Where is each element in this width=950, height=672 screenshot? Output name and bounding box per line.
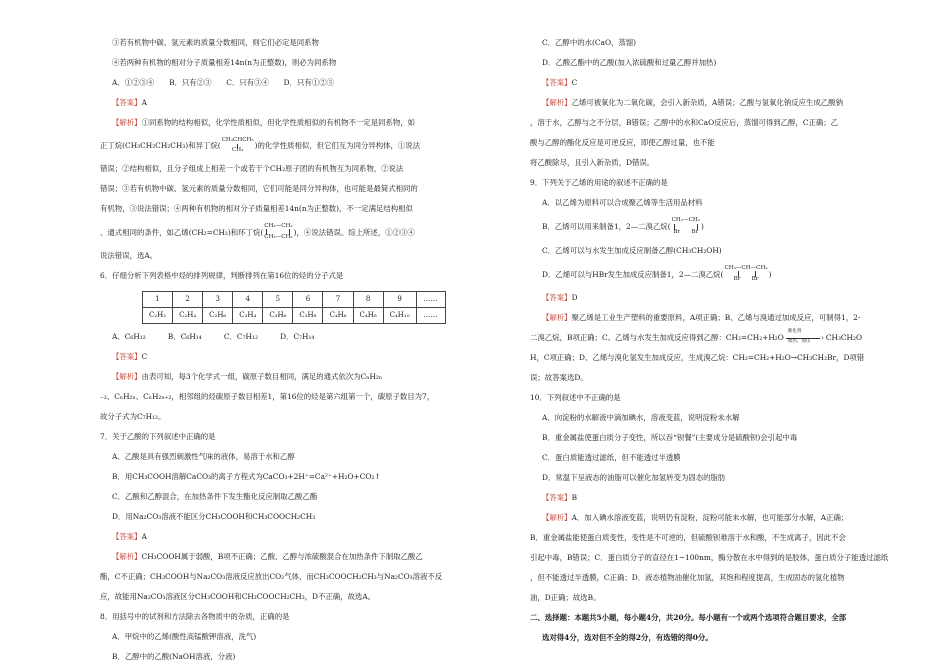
left-column <box>100 38 495 672</box>
answer-tag: 【答案】 <box>542 77 572 87</box>
q7-stem: 7．关于乙酸的下列叙述中正确的是 <box>100 432 216 442</box>
q7-analysis-line-3: 应，故能用Na₂CO₃溶液区分CH₃COOH和CH₃COOCH₂CH₃，D不正确，故选A。 <box>100 592 376 602</box>
q6-analysis-line-2: ₋₂、CₙH₂ₙ、CₙH₂ₙ₊₂，相邻组的烃碳原子数目相差1，第16位的烃是第六组第一个，碳原子数目为7， <box>100 392 435 402</box>
table-header-row <box>143 292 446 308</box>
q9-analysis-line-4: 误；故答案选D。 <box>530 373 588 383</box>
table-cell: 6 <box>293 292 323 308</box>
q9-analysis-line-1: 【解析】聚乙烯是工业生产塑料的重要原料，A项正确；B、乙烯与溴通过加成反应，可制得1，2- <box>542 313 861 323</box>
q7-analysis-line-1: 【解析】CH₃COOH属于弱酸，B项不正确；乙酸、乙醇与浓硫酸混合在加热条件下制取乙酸乙 <box>112 552 423 562</box>
table-cell: 3 <box>203 292 233 308</box>
q10-analysis-line-5: 油，D正确；故选B。 <box>530 593 601 603</box>
q5-analysis-line-6: 、通式相同的条件，如乙烯(CH₂=CH₂)和环丁烷(CH₂—CH₂ CH₂—CH₂)，④说法错误。综上所述，①②③④ <box>100 222 415 241</box>
section-2-title-cont: 选对得4分，选对但不全的得2分，有选错的得0分。 <box>542 633 713 643</box>
answer-value: D <box>571 293 578 303</box>
table-cell: 5 <box>263 292 293 308</box>
q6-answer <box>100 352 495 362</box>
table-cell: C₂H₄ <box>173 308 203 324</box>
q6-analysis-line-3: 故分子式为C₇H₁₂。 <box>100 412 166 422</box>
table-cell: 8 <box>353 292 383 308</box>
q8-stem: 8．用括号中的试剂和方法除去各物质中的杂质，正确的是 <box>100 612 290 622</box>
q5-analysis-line-4: 错误；③若有机物中碳、氢元素的质量分数相同，它们可能是同分异构体，也可能是最简式相同的 <box>100 183 418 193</box>
answer-value: A <box>141 532 147 542</box>
q10-answer <box>530 493 905 503</box>
isobutane-structure: CH₃CHCH₃ CH₃ <box>221 136 254 153</box>
q9-option-b: B．乙烯可以用来制备1，2—二溴乙烷(CH₂—CH₂ Br Br) <box>542 216 704 235</box>
dibromoethane-structure: CH₂—CH₂ Br Br <box>671 216 700 235</box>
q9-stem: 9．下列关于乙烯的用途的叙述不正确的是 <box>530 177 668 187</box>
answer-tag: 【答案】 <box>112 532 142 542</box>
reaction-arrow-icon: 催化剂 › 加热、加压 <box>787 329 824 345</box>
q5-item-4: ④若两种有机物的相对分子质量相差14n(n为正整数)，则必为同系物 <box>112 57 337 67</box>
answer-tag: 【答案】 <box>112 97 142 107</box>
analysis-tag: 【解析】 <box>542 313 572 323</box>
q6-analysis-line-1: 【解析】由表可知，每3个化学式一组，碳原子数目相同，满足的通式依次为CₙH₂ₙ <box>112 372 383 382</box>
table-cell: C₂H₆ <box>203 308 233 324</box>
q10-analysis-line-4: ，但不能透过半透膜，C正确；D．液态植物油催化加氢，其饱和程度提高，生成固态的氢化植物 <box>530 573 845 583</box>
table-cell: 7 <box>323 292 353 308</box>
q8-option-a: A．甲烷中的乙烯(酸性高锰酸钾溶液，洗气) <box>112 632 257 642</box>
dibromopropane-structure: CH₃—CH—CH₂ Br Br <box>724 264 768 283</box>
q7-option-a: A．乙酸是具有强烈刺激性气味的液体，易溶于水和乙醇 <box>112 452 295 462</box>
analysis-tag: 【解析】 <box>542 513 572 523</box>
answer-value: A <box>141 97 147 107</box>
q5-answer <box>100 98 495 108</box>
q9-answer <box>530 293 905 303</box>
table-cell: 9 <box>383 292 416 308</box>
table-row <box>143 308 446 324</box>
q8-option-b: B．乙醇中的乙酸(NaOH溶液，分液) <box>112 652 236 662</box>
q5-options: A．①②③④ B．只有②③ C．只有③④ D．只有①②③ <box>112 77 334 87</box>
q6-stem: 6．仔细分析下列表格中烃的排列规律，判断排列在第16位的烃的分子式是 <box>100 271 344 281</box>
q5-analysis-line-7: 说法错误，选A。 <box>100 251 158 261</box>
q6-options: A．C₆H₁₂ B．C₆H₁₄ C．C₇H₁₂ D．C₇H₁₄ <box>112 332 315 342</box>
right-column <box>530 38 905 653</box>
q10-option-d: D．常温下呈液态的油脂可以催化加氢转变为固态的脂肪 <box>542 473 726 483</box>
q10-analysis-line-3: 引起中毒，B错误；C．蛋白质分子的直径在1~100nm，酶分散在水中得到的是胶体，蛋白质分子能透过滤纸 <box>530 553 889 563</box>
answer-value: C <box>571 77 578 87</box>
q10-option-c: C．蛋白质能透过滤纸，但不能透过半透膜 <box>542 453 681 463</box>
q7-answer <box>100 532 495 542</box>
table-cell: …… <box>416 292 445 308</box>
q8-analysis-line-3: 酸与乙醇的酯化反应是可逆反应，即使乙醇过量，也不能 <box>530 137 715 147</box>
q5-analysis-line-3: 错误；②结构相似，且分子组成上相差一个或若干个CH₂原子团的有机物互为同系物，②说法 <box>100 163 404 173</box>
table-cell: C₃H₈ <box>293 308 323 324</box>
q10-analysis-line-1: 【解析】A．加入碘水溶液变蓝，说明仍有淀粉，淀粉可能未水解，也可能部分水解，A正确； <box>542 513 849 523</box>
q9-option-c: C．乙烯可以与水发生加成反应制备乙醇(CH₃CH₂OH) <box>542 245 722 255</box>
table-cell: C₄H₈ <box>353 308 383 324</box>
section-2-title: 二、选择题：本题共5小题，每小题4分，共20分。每小题有一个或两个选项符合题目要求，全部 <box>530 613 847 623</box>
q10-analysis-line-2: B．重金属盐能使蛋白质变性，变性是不可逆的，但硫酸钡难溶于水和酸，不生成离子，因此不会 <box>530 533 846 543</box>
q8-analysis-line-2: ，溶于水，乙醇与之不分层，B错误；乙醇中的水和CaO反应后，蒸馏可得到乙醇，C正确；乙 <box>530 117 839 127</box>
q8-option-c: C．乙醇中的水(CaO，蒸馏) <box>542 38 637 47</box>
q5-item-3: ③若有机物中碳、氢元素的质量分数相同，则它们必定是同系物 <box>112 38 319 47</box>
q7-option-b: B．用CH₃COOH溶解CaCO₃的离子方程式为CaCO₃+2H⁺=Ca²⁺+H₂O+CO₂↑ <box>112 472 381 482</box>
table-cell: 2 <box>173 292 203 308</box>
q7-analysis-line-2: 酯，C不正确；CH₃COOH与Na₂CO₃溶液反应放出CO₂气体，而CH₃COOCH₂CH₃与Na₂CO₃溶液不反 <box>100 572 443 582</box>
analysis-tag: 【解析】 <box>112 117 142 127</box>
q9-analysis-line-3: H，C项正确；D、乙烯与溴化氢发生加成反应，生成溴乙烷：CH₂=CH₂+H₂O→CH₃CH₂Br，D项错 <box>530 353 865 363</box>
cyclobutane-structure: CH₂—CH₂ CH₂—CH₂ <box>264 222 293 241</box>
q7-option-c: C．乙酸和乙醇混合，在加热条件下发生酯化反应制取乙酸乙酯 <box>112 492 318 502</box>
q9-option-a: A．以乙烯为原料可以合成聚乙烯等生活用品材料 <box>542 197 703 207</box>
analysis-tag: 【解析】 <box>112 552 142 562</box>
q9-option-d: D．乙烯可以与HBr发生加成反应制备1，2—二溴乙烷(CH₃—CH—CH₂ Br Br) <box>542 264 772 283</box>
table-cell: C₃H₆ <box>263 308 293 324</box>
table-cell: C₄H₁₀ <box>383 308 416 324</box>
q5-analysis-line-1: 【解析】①同系物的结构相似，化学性质相似，但化学性质相似的有机物不一定是同系物，如 <box>112 117 416 127</box>
q8-answer <box>530 78 905 88</box>
q10-option-a: A．向淀粉的水解液中滴加碘水，溶液变蓝，说明淀粉未水解 <box>542 413 740 423</box>
hydrocarbon-sequence-table <box>142 291 446 324</box>
q7-option-d: D．用Na₂CO₃溶液不能区分CH₃COOH和CH₃COOCH₂CH₃ <box>112 512 316 522</box>
q10-option-b: B．重金属盐使蛋白质分子变性，所以吞“钡餐”(主要成分是硫酸钡)会引起中毒 <box>542 433 798 443</box>
answer-tag: 【答案】 <box>542 493 572 503</box>
answer-value: C <box>141 352 148 362</box>
table-cell: C₃H₄ <box>233 308 263 324</box>
q8-option-d: D．乙酸乙酯中的乙酸(加入浓硫酸和过量乙醇并加热) <box>542 57 717 67</box>
q8-analysis-line-4: 将乙酸除尽，且引入新杂质，D错误。 <box>530 157 655 167</box>
table-cell: 1 <box>143 292 173 308</box>
q10-stem: 10．下列叙述中不正确的是 <box>530 393 621 403</box>
q8-analysis-line-1: 【解析】乙烯可被氧化为二氧化碳，会引入新杂质，A错误；乙酸与氢氧化钠反应生成乙酸钠 <box>542 97 843 107</box>
table-cell: …… <box>416 308 445 324</box>
answer-tag: 【答案】 <box>112 352 142 362</box>
table-cell: C₄H₆ <box>323 308 353 324</box>
q5-analysis-line-2: 正丁烷(CH₃CH₂CH₂CH₃)和异丁烷(CH₃CHCH₃ CH₃ )的化学性质相似，但它们互为同分异构体，①说法 <box>100 136 421 153</box>
analysis-tag: 【解析】 <box>542 97 572 107</box>
answer-value: B <box>571 493 578 503</box>
answer-tag: 【答案】 <box>542 293 572 303</box>
table-cell: C₂H₂ <box>143 308 173 324</box>
analysis-tag: 【解析】 <box>112 372 142 382</box>
q9-analysis-line-2: 二溴乙烷，B项正确；C、乙烯与水发生加成反应得到乙醇：CH₂=CH₂+H₂O 催化剂 › 加热、加压 CH₃CH₂O <box>530 329 863 345</box>
q5-analysis-line-5: 有机物，③说法错误；④两种有机物的相对分子质量相差14n(n为正整数)，不一定满足结构相似 <box>100 203 413 213</box>
table-cell: 4 <box>233 292 263 308</box>
